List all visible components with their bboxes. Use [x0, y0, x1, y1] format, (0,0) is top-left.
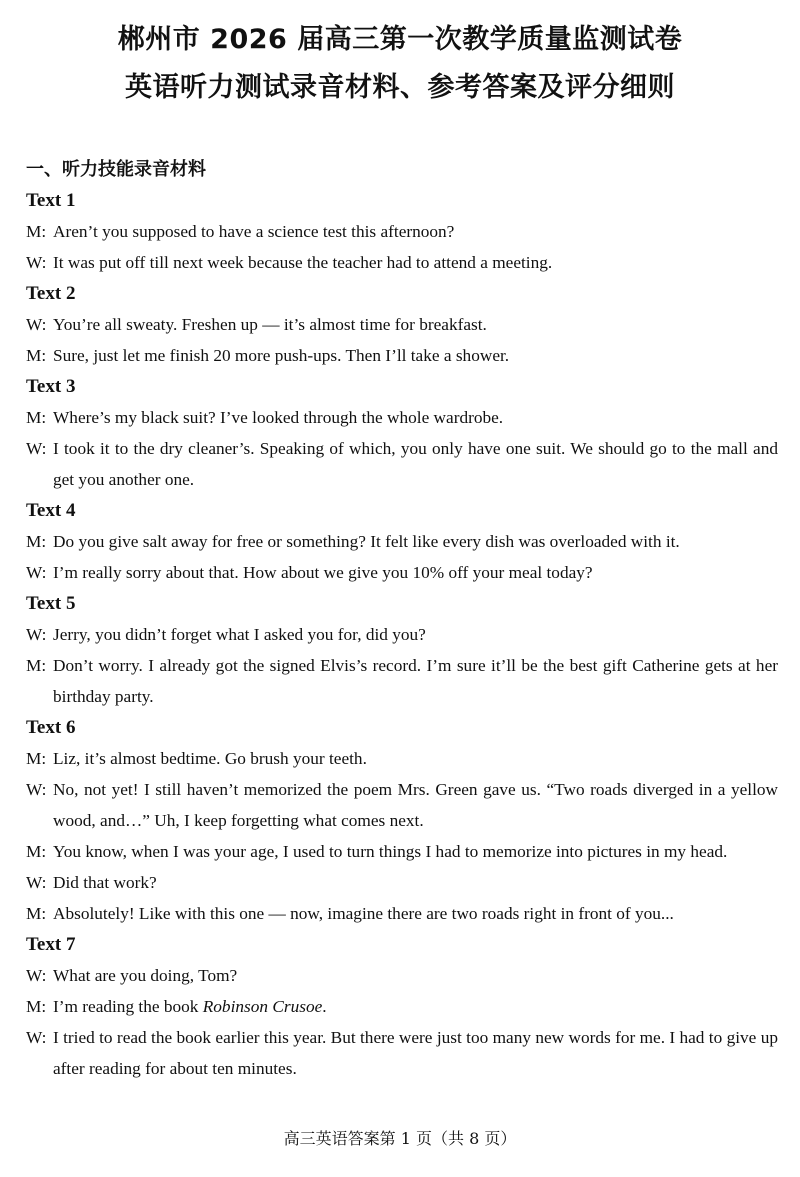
- dialogue-line: [26, 1022, 778, 1084]
- dialogue-line: [26, 898, 778, 929]
- transcript-body: [26, 185, 778, 1084]
- speaker-label: W:: [26, 873, 47, 892]
- speech-text: Don’t worry. I already got the signed Elvis’s record. I’m sure it’ll be the best gift Catherine gets at her birthday party.: [53, 656, 778, 706]
- dialogue-line: [26, 340, 778, 371]
- speech-text: Do you give salt away for free or something? It felt like every dish was overloaded with it.: [53, 532, 680, 551]
- page-title-line-2: 英语听力测试录音材料、参考答案及评分细则: [125, 72, 675, 103]
- speech-text: I tried to read the book earlier this year. But there were just too many new words for me. I had to give up after reading for about ten minutes.: [53, 1028, 778, 1078]
- speaker-label: M:: [26, 222, 47, 241]
- speech-text: Liz, it’s almost bedtime. Go brush your teeth.: [53, 749, 367, 768]
- dialogue-line: [26, 557, 778, 588]
- dialogue-line: [26, 650, 778, 712]
- speaker-label: M:: [26, 842, 47, 861]
- dialogue-line: [26, 247, 778, 278]
- speaker-label: W:: [26, 780, 47, 799]
- dialogue-line: [26, 991, 778, 1022]
- speaker-label: M:: [26, 532, 47, 551]
- speech-text: Absolutely! Like with this one — now, imagine there are two roads right in front of you...: [53, 904, 674, 923]
- text-heading: Text 7: [26, 934, 76, 955]
- dialogue-line: [26, 960, 778, 991]
- speaker-label: M:: [26, 408, 47, 427]
- speaker-label: M:: [26, 346, 47, 365]
- speaker-label: W:: [26, 966, 47, 985]
- speech-text-after: .: [322, 997, 327, 1016]
- speech-text: I took it to the dry cleaner’s. Speaking of which, you only have one suit. We should go to the mall and get you another one.: [53, 439, 778, 489]
- dialogue-line: [26, 309, 778, 340]
- speaker-label: W:: [26, 625, 47, 644]
- speaker-label: W:: [26, 253, 47, 272]
- dialogue-line: [26, 836, 778, 867]
- section-heading: 一、听力技能录音材料: [26, 159, 206, 180]
- speech-text-before: I’m reading the book: [53, 997, 203, 1016]
- speech-text: It was put off till next week because the teacher had to attend a meeting.: [53, 253, 553, 272]
- text-heading: Text 4: [26, 500, 76, 521]
- speech-text: [53, 991, 778, 1022]
- dialogue-line: [26, 526, 778, 557]
- dialogue-line: [26, 743, 778, 774]
- dialogue-line: [26, 433, 778, 495]
- speaker-label: M:: [26, 656, 47, 675]
- speech-text: You know, when I was your age, I used to turn things I had to memorize into pictures in my head.: [53, 842, 728, 861]
- speaker-label: M:: [26, 997, 47, 1016]
- speaker-label: W:: [26, 315, 47, 334]
- speech-text: Jerry, you didn’t forget what I asked you for, did you?: [53, 625, 426, 644]
- page-footer: 高三英语答案第 1 页（共 8 页）: [283, 1129, 517, 1148]
- dialogue-line: [26, 402, 778, 433]
- book-title: Robinson Crusoe: [202, 997, 323, 1016]
- dialogue-line: [26, 774, 778, 836]
- speech-text: You’re all sweaty. Freshen up — it’s almost time for breakfast.: [53, 315, 487, 334]
- dialogue-line: [26, 867, 778, 898]
- speaker-label: M:: [26, 904, 47, 923]
- speech-text: Did that work?: [53, 873, 157, 892]
- speech-text: Aren’t you supposed to have a science test this afternoon?: [53, 222, 455, 241]
- page-title-line-1: 郴州市 2026 届高三第一次教学质量监测试卷: [117, 24, 683, 55]
- dialogue-line: [26, 619, 778, 650]
- speaker-label: W:: [26, 563, 47, 582]
- speech-text: Sure, just let me finish 20 more push-ups. Then I’ll take a shower.: [53, 346, 510, 365]
- speech-text: I’m really sorry about that. How about we give you 10% off your meal today?: [53, 563, 593, 582]
- dialogue-line: [26, 216, 778, 247]
- speaker-label: W:: [26, 1028, 47, 1047]
- text-heading: Text 6: [26, 717, 76, 738]
- speaker-label: M:: [26, 749, 47, 768]
- speaker-label: W:: [26, 439, 47, 458]
- text-heading: Text 5: [26, 593, 76, 614]
- speech-text: Where’s my black suit? I’ve looked through the whole wardrobe.: [53, 408, 504, 427]
- text-heading: Text 2: [26, 283, 76, 304]
- speech-text: No, not yet! I still haven’t memorized the poem Mrs. Green gave us. “Two roads diverged in a yellow wood, and…” Uh, I keep forgetting what comes next.: [53, 780, 778, 830]
- speech-text: What are you doing, Tom?: [53, 966, 238, 985]
- text-heading: Text 3: [26, 376, 76, 397]
- text-heading: Text 1: [26, 190, 76, 211]
